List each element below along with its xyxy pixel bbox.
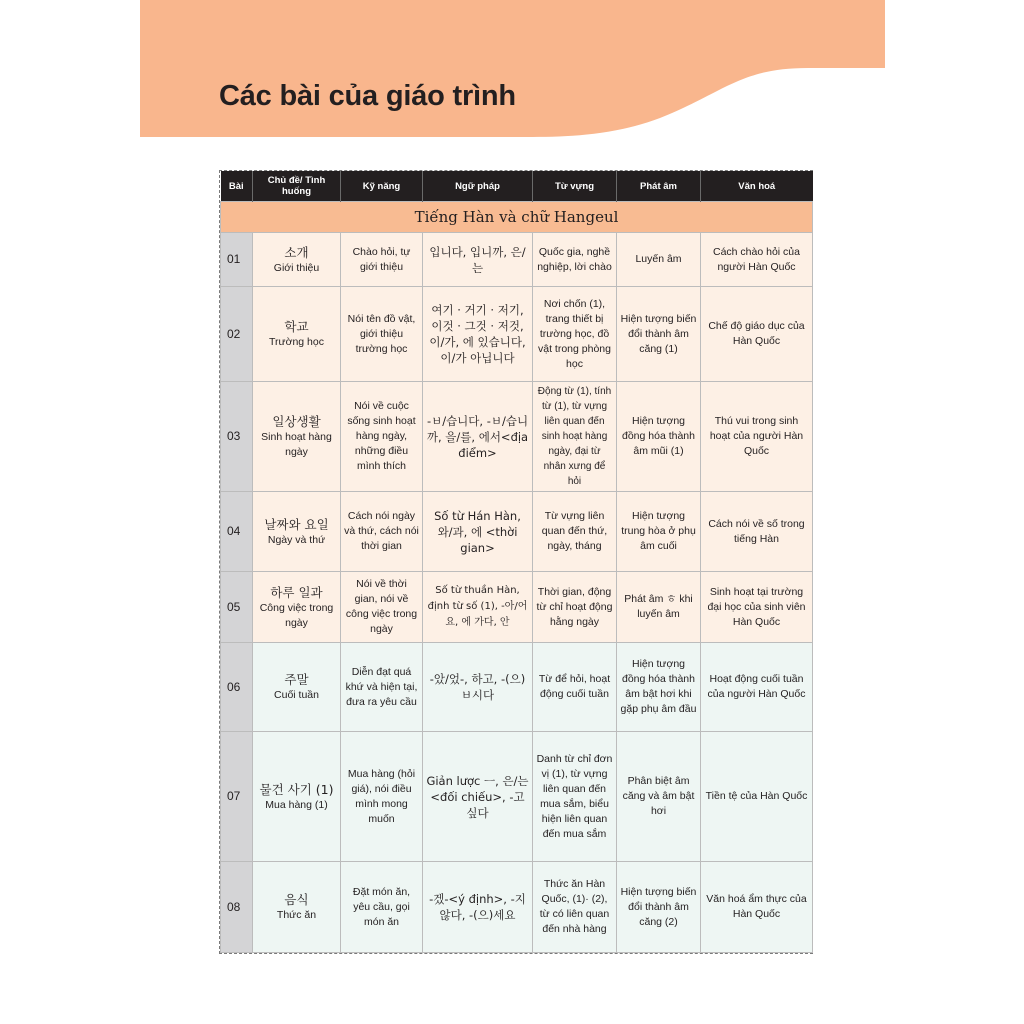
- lesson-number: 01: [221, 233, 253, 287]
- table-row: [221, 732, 813, 862]
- table-row: [221, 233, 813, 287]
- table-row: [221, 862, 813, 953]
- banner-shape: [140, 0, 885, 137]
- topic-cell: [253, 287, 341, 382]
- topic-vietnamese: Ngày và thứ: [267, 533, 326, 546]
- pronunciation-cell: Phát âm ㅎ khi luyến âm: [617, 572, 701, 643]
- header-grammar: Ngữ pháp: [423, 171, 533, 202]
- table-row: [221, 572, 813, 643]
- header-topic: Chủ đề/ Tình huống: [253, 171, 341, 202]
- lesson-number: 07: [221, 732, 253, 862]
- topic-vietnamese: Sinh hoạt hàng ngày: [261, 431, 332, 458]
- culture-cell: Văn hoá ẩm thực của Hàn Quốc: [701, 862, 813, 953]
- culture-cell: Hoạt động cuối tuần của người Hàn Quốc: [701, 643, 813, 732]
- topic-cell: [253, 572, 341, 643]
- table-row: [221, 287, 813, 382]
- grammar-cell: -았/었-, 하고, -(으)ㅂ시다: [423, 643, 533, 732]
- vocab-cell: Danh từ chỉ đơn vị (1), từ vựng liên quan đến mua sắm, biểu hiện liên quan đến mua sắm: [533, 732, 617, 862]
- skill-cell: Nói về thời gian, nói về công việc trong ngày: [341, 572, 423, 643]
- topic-cell: [253, 492, 341, 572]
- header-vocab: Từ vựng: [533, 171, 617, 202]
- section-title: Tiếng Hàn và chữ Hangeul: [221, 202, 813, 233]
- topic-korean: 학교: [284, 319, 309, 334]
- lesson-number: 02: [221, 287, 253, 382]
- grammar-cell: 여기 · 거기 · 저기, 이것 · 그것 · 저것, 이/가, 에 있습니다, 이/가 아닙니다: [423, 287, 533, 382]
- table-row: [221, 382, 813, 492]
- syllabus-table-container: [219, 170, 813, 954]
- grammar-cell: -ㅂ/습니다, -ㅂ/습니까, 을/를, 에서<địa điểm>: [423, 382, 533, 492]
- vocab-cell: Từ để hỏi, hoạt động cuối tuần: [533, 643, 617, 732]
- topic-korean: 소개: [284, 244, 309, 260]
- vocab-cell: Nơi chốn (1), trang thiết bị trường học, đồ vật trong phòng học: [533, 287, 617, 382]
- topic-cell: [253, 732, 341, 862]
- grammar-cell: 입니다, 입니까, 은/는: [423, 233, 533, 287]
- grammar-cell: -겠-<ý định>, -지 않다, -(으)세요: [423, 862, 533, 953]
- topic-korean: 하루 일과: [270, 584, 323, 600]
- pronunciation-cell: Hiện tượng biến đổi thành âm căng (1): [617, 287, 701, 382]
- lesson-number: 08: [221, 862, 253, 953]
- culture-cell: Cách chào hỏi của người Hàn Quốc: [701, 233, 813, 287]
- topic-cell: [253, 382, 341, 492]
- grammar-cell: Giản lược ㅡ, 은/는 <đối chiếu>, -고 싶다: [423, 732, 533, 862]
- topic-vietnamese: Công việc trong ngày: [259, 601, 334, 629]
- vocab-cell: Thời gian, động từ chỉ hoạt động hằng ngày: [533, 572, 617, 643]
- pronunciation-cell: Hiện tượng đồng hóa thành âm mũi (1): [617, 382, 701, 492]
- topic-vietnamese: Thức ăn: [276, 909, 317, 921]
- vocab-cell: Động từ (1), tính từ (1), từ vựng liên quan đến sinh hoạt hàng ngày, đại từ nhân xưng để hỏi: [533, 382, 617, 492]
- culture-cell: Tiền tệ của Hàn Quốc: [701, 732, 813, 862]
- skill-cell: Diễn đạt quá khứ và hiện tại, đưa ra yêu cầu: [341, 643, 423, 732]
- topic-vietnamese: Giới thiệu: [273, 261, 320, 274]
- header-culture: Văn hoá: [701, 171, 813, 202]
- header-pronunciation: Phát âm: [617, 171, 701, 202]
- header-skill: Kỹ năng: [341, 171, 423, 202]
- table-row: [221, 492, 813, 572]
- pronunciation-cell: Hiện tượng đồng hóa thành âm bật hơi khi gặp phụ âm đầu: [617, 643, 701, 732]
- culture-cell: Cách nói về số trong tiếng Hàn: [701, 492, 813, 572]
- table-header-row: [221, 171, 813, 202]
- topic-vietnamese: Mua hàng (1): [265, 798, 328, 811]
- skill-cell: Nói về cuộc sống sinh hoạt hàng ngày, những điều mình thích: [341, 382, 423, 492]
- topic-korean: 음식: [284, 892, 309, 907]
- culture-cell: Chế độ giáo dục của Hàn Quốc: [701, 287, 813, 382]
- skill-cell: Mua hàng (hỏi giá), nói điều mình mong muốn: [341, 732, 423, 862]
- culture-cell: Thú vui trong sinh hoạt của người Hàn Quốc: [701, 382, 813, 492]
- pronunciation-cell: Luyến âm: [617, 233, 701, 287]
- topic-korean: 일상생활: [272, 414, 321, 429]
- skill-cell: Đặt món ăn, yêu cầu, gọi món ăn: [341, 862, 423, 953]
- lesson-number: 06: [221, 643, 253, 732]
- syllabus-table: [220, 171, 813, 953]
- header-lesson: Bài: [221, 171, 253, 202]
- grammar-cell: Số từ thuần Hàn, định từ số (1), -아/어요, 에 가다, 안: [423, 572, 533, 643]
- skill-cell: Chào hỏi, tự giới thiệu: [341, 233, 423, 287]
- topic-korean: 날짜와 요일: [264, 516, 329, 532]
- topic-korean: 물건 사기 (1): [259, 781, 334, 797]
- lesson-number: 05: [221, 572, 253, 643]
- table-row: [221, 643, 813, 732]
- topic-cell: [253, 233, 341, 287]
- skill-cell: Cách nói ngày và thứ, cách nói thời gian: [341, 492, 423, 572]
- vocab-cell: Quốc gia, nghề nghiệp, lời chào: [533, 233, 617, 287]
- topic-cell: [253, 862, 341, 953]
- vocab-cell: Từ vựng liên quan đến thứ, ngày, tháng: [533, 492, 617, 572]
- topic-vietnamese: Cuối tuần: [274, 689, 319, 701]
- pronunciation-cell: Hiện tượng trung hòa ở phụ âm cuối: [617, 492, 701, 572]
- vocab-cell: Thức ăn Hàn Quốc, (1)· (2), từ có liên quan đến nhà hàng: [533, 862, 617, 953]
- lesson-number: 04: [221, 492, 253, 572]
- lesson-number: 03: [221, 382, 253, 492]
- grammar-cell: Số từ Hán Hàn, 와/과, 에 <thời gian>: [423, 492, 533, 572]
- header-banner: [140, 0, 885, 137]
- pronunciation-cell: Hiện tượng biến đổi thành âm căng (2): [617, 862, 701, 953]
- section-row: [221, 202, 813, 233]
- topic-korean: 주말: [284, 672, 309, 687]
- page-title: Các bài của giáo trình: [219, 80, 516, 112]
- pronunciation-cell: Phân biệt âm căng và âm bật hơi: [617, 732, 701, 862]
- skill-cell: Nói tên đồ vật, giới thiệu trường học: [341, 287, 423, 382]
- culture-cell: Sinh hoạt tại trường đại học của sinh viên Hàn Quốc: [701, 572, 813, 643]
- topic-cell: [253, 643, 341, 732]
- topic-vietnamese: Trường học: [269, 336, 324, 348]
